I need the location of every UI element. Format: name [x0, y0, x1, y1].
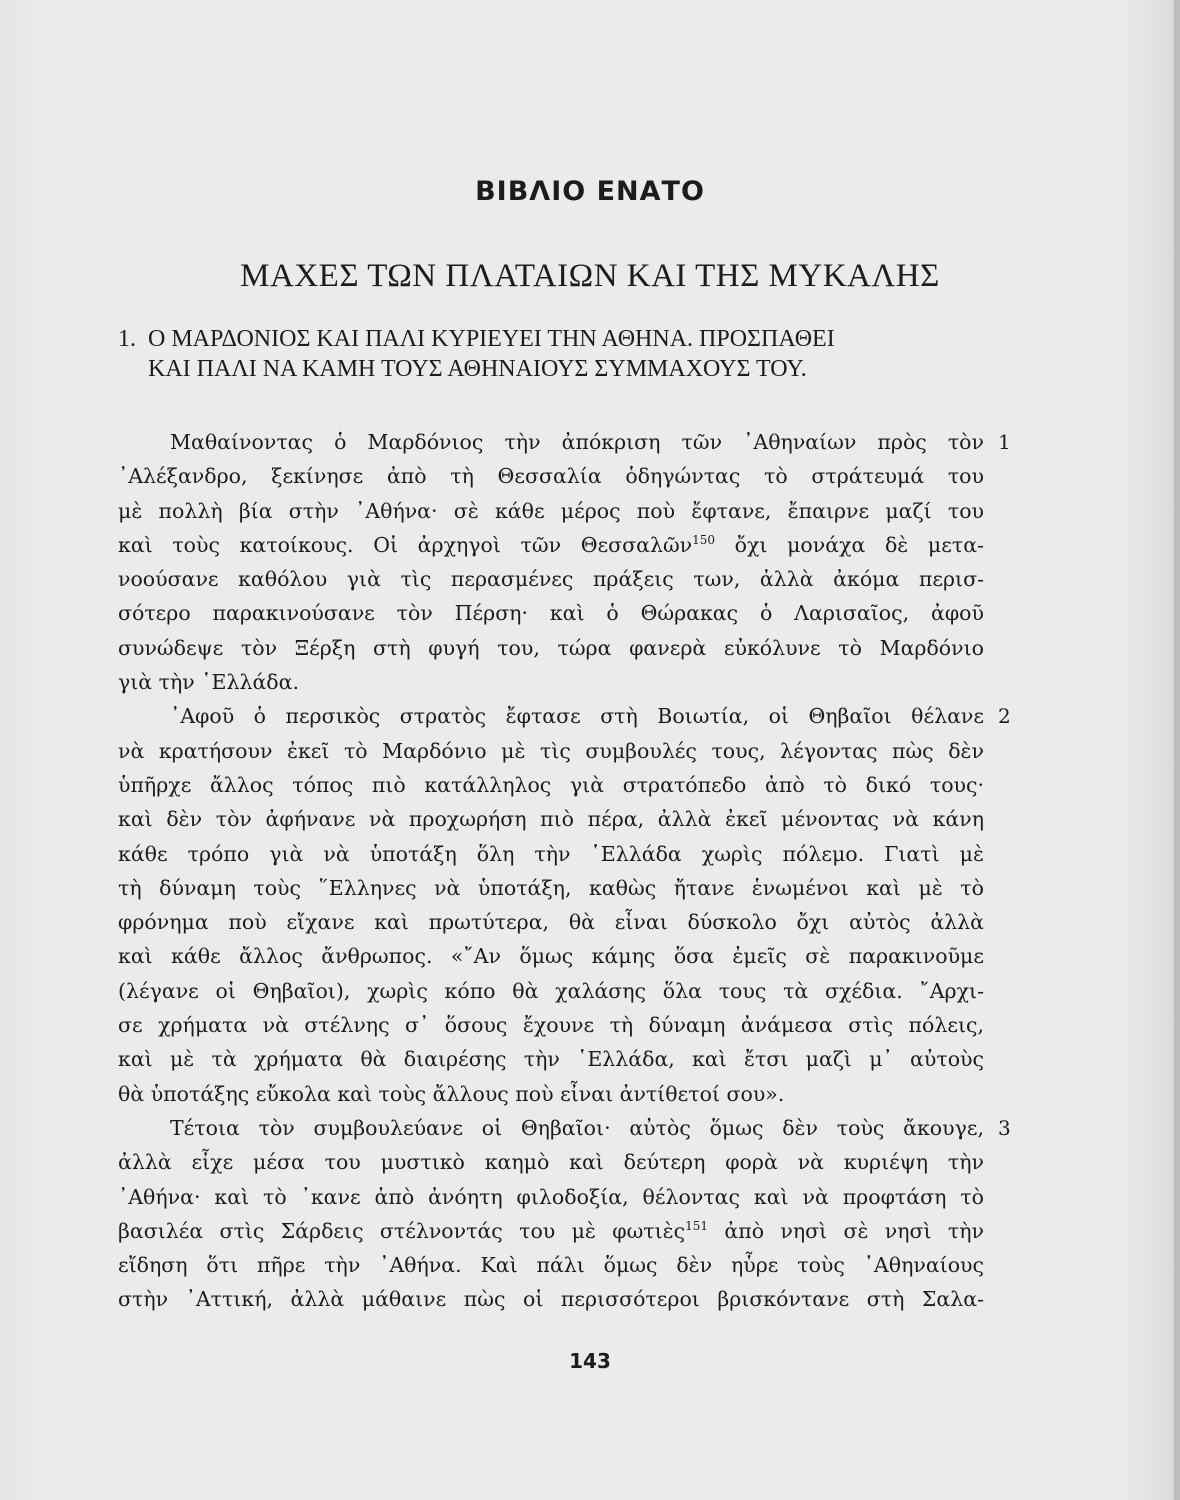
chapter-title: ΜΑΧΕΣ ΤΩΝ ΠΛΑΤΑΙΩΝ ΚΑΙ ΤΗΣ ΜΥΚΑΛΗΣ	[240, 258, 940, 294]
footnote-reference: 150	[692, 533, 716, 548]
text-line: καὶ τοὺς κατοίκους. Οἱ ἀρχηγοὶ τῶν Θεσσαλῶν$^{150}$ ὄχι μονάχα δὲ μετα-	[118, 532, 984, 557]
text-line: γιὰ τὴν ῾Ελλάδα.	[118, 670, 299, 695]
text-line: καὶ μὲ τὰ χρήματα θὰ διαιρέσης τὴν ῾Ελλάδα, καὶ ἔτσι μαζὶ μ᾿ αὐτοὺς	[118, 1047, 984, 1072]
text-line: εἴδηση ὅτι πῆρε τὴν ᾿Αθήνα. Καὶ πάλι ὅμως δὲν ηὗρε τοὺς ᾿Αθηναίους	[118, 1253, 984, 1278]
paragraph-margin-number: 3	[998, 1115, 1011, 1140]
page-edge	[1174, 0, 1180, 1500]
text-line: ᾿Αθήνα· καὶ τὸ ᾿κανε ἀπὸ ἀνόητη φιλοδοξία, θέλοντας καὶ νὰ προφτάση τὸ	[118, 1184, 984, 1209]
text-line: τὴ δύναμη τοὺς ῞Ελληνες νὰ ὑποτάξη, καθὼς ἤτανε ἑνωμένοι καὶ μὲ τὸ	[118, 875, 984, 900]
text-line: ᾿Αλέξανδρο, ξεκίνησε ἀπὸ τὴ Θεσσαλία ὁδηγώντας τὸ στράτευμά του	[118, 464, 984, 489]
book-title: ΒΙΒΛΙΟ ΕΝΑΤΟ	[475, 176, 705, 207]
text-line: νὰ κρατήσουν ἐκεῖ τὸ Μαρδόνιο μὲ τὶς συμβουλές τους, λέγοντας πὼς δὲν	[118, 738, 984, 763]
text-line: βασιλέα στὶς Σάρδεις στέλνοντάς του μὲ φωτιὲς$^{151}$ ἀπὸ νησὶ σὲ νησὶ τὴν	[118, 1218, 984, 1243]
paragraph-margin-number: 2	[998, 704, 1011, 729]
section-heading-line-2: ΚΑΙ ΠΑΛΙ ΝΑ ΚΑΜΗ ΤΟΥΣ ΑΘΗΝΑΙΟΥΣ ΣΥΜΜΑΧΟΥΣ ΤΟΥ.	[148, 356, 807, 382]
text-line: φρόνημα ποὺ εἴχανε καὶ πρωτύτερα, θὰ εἶναι δύσκολο ὄχι αὐτὸς ἀλλὰ	[118, 910, 984, 935]
text-line: μὲ πολλὴ βία στὴν ᾿Αθήνα· σὲ κάθε μέρος ποὺ ἔφτανε, ἔπαιρνε μαζί του	[118, 498, 984, 523]
text-line: Μαθαίνοντας ὁ Μαρδόνιος τὴν ἀπόκριση τῶν ᾿Αθηναίων πρὸς τὸν 1	[118, 425, 984, 459]
text-line: καὶ κάθε ἄλλος ἄνθρωπος. «῎Αν ὅμως κάμης ὅσα ἐμεῖς σὲ παρακινοῦμε	[118, 944, 984, 969]
text-line: σε χρήματα νὰ στέλνης σ᾿ ὅσους ἔχουνε τὴ δύναμη ἀνάμεσα στὶς πόλεις,	[118, 1013, 984, 1038]
section-heading-line-1	[118, 324, 998, 354]
page-number: 143	[569, 1349, 611, 1373]
text-line: σότερο παρακινούσανε τὸν Πέρση· καὶ ὁ Θώρακας ὁ Λαρισαῖος, ἀφοῦ	[118, 601, 984, 626]
text-line: ὑπῆρχε ἄλλος τόπος πιὸ κατάλληλος γιὰ στρατόπεδο ἀπὸ τὸ δικό τους·	[118, 772, 984, 797]
text-line: κάθε τρόπο γιὰ νὰ ὑποτάξη ὅλη τὴν ῾Ελλάδα χωρὶς πόλεμο. Γιατὶ μὲ	[118, 841, 984, 866]
section-number: 1.	[118, 326, 136, 352]
text-line: στὴν ᾿Αττική, ἀλλὰ μάθαινε πὼς οἱ περισσότεροι βρισκόντανε στὴ Σαλα-	[118, 1287, 984, 1312]
text-line: νοούσανε καθόλου γιὰ τὶς περασμένες πράξεις των, ἀλλὰ ἀκόμα περισ-	[118, 567, 984, 592]
text-line: συνώδεψε τὸν Ξέρξη στὴ φυγή του, τώρα φανερὰ εὐκόλυνε τὸ Μαρδόνιο	[118, 635, 984, 660]
paragraph-margin-number: 1	[998, 430, 1011, 454]
text-line: θὰ ὑποτάξης εὔκολα καὶ τοὺς ἄλλους ποὺ εἶναι ἀντίθετοί σου».	[118, 1081, 785, 1106]
text-line: Τέτοια τὸν συμβουλεύανε οἱ Θηβαῖοι· αὐτὸς ὅμως δὲν τοὺς ἄκουγε, 3	[118, 1111, 984, 1145]
text-line: καὶ δὲν τὸν ἀφήνανε νὰ προχωρήση πιὸ πέρα, ἀλλὰ ἐκεῖ μένοντας νὰ κάνη	[118, 807, 984, 832]
text-line: ᾿Αφοῦ ὁ περσικὸς στρατὸς ἔφτασε στὴ Βοιωτία, οἱ Θηβαῖοι θέλανε 2	[118, 699, 984, 733]
text-line: (λέγανε οἱ Θηβαῖοι), χωρὶς κόπο θὰ χαλάσης ὅλα τους τὰ σχέδια. ῎Αρχι-	[118, 978, 984, 1003]
section-heading	[118, 324, 998, 384]
body-text	[118, 425, 1011, 1317]
section-heading-text-1: Ο ΜΑΡΔΟΝΙΟΣ ΚΑΙ ΠΑΛΙ ΚΥΡΙΕΥΕΙ ΤΗΝ ΑΘΗΝΑ. ΠΡΟΣΠΑΘΕΙ	[148, 326, 835, 352]
text-line: ἀλλὰ εἶχε μέσα του μυστικὸ καημὸ καὶ δεύτερη φορὰ νὰ κυριέψη τὴν	[118, 1150, 984, 1175]
footnote-reference: 151	[685, 1219, 709, 1233]
